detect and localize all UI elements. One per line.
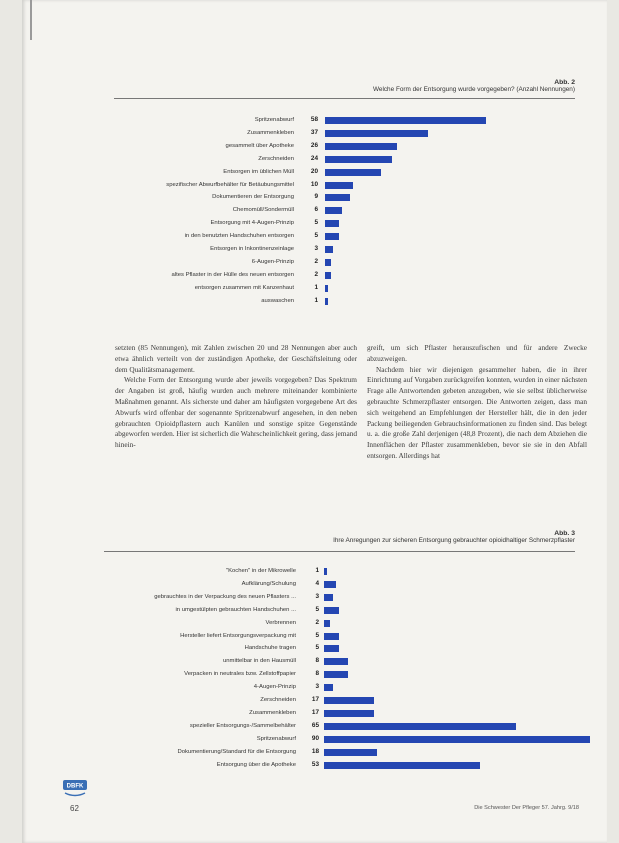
bar-value: 3 [314, 245, 318, 252]
bar-label: spezifischer Abwurfbehälter für Betäubungsmittel [166, 181, 294, 188]
magazine-page [22, 0, 607, 843]
bar-row [22, 682, 607, 692]
bar-row [22, 618, 607, 628]
bar-label: Verbrennen [265, 619, 296, 626]
bar [324, 568, 327, 575]
logo-text: DBFK [66, 783, 84, 790]
bar-label: 6-Augen-Prinzip [251, 258, 294, 265]
bar-label: Dokumentierung/Standard für die Entsorgung [177, 748, 296, 755]
bar-row [22, 270, 607, 280]
bar-row [22, 218, 607, 228]
bar [324, 633, 339, 640]
bar-row [22, 154, 607, 164]
bar-row [22, 257, 607, 267]
fig3-chart [22, 566, 607, 776]
bar-value: 2 [314, 257, 318, 265]
bar [325, 169, 381, 176]
bar-row [22, 656, 607, 666]
bar-label: entsorgen zusammen mit Kanzenhaut [194, 284, 294, 291]
bar-row [22, 566, 607, 576]
bar [325, 259, 331, 266]
bar-value: 53 [311, 760, 319, 768]
bar-row [22, 205, 607, 215]
bar-label: in den benutzten Handschuhen entsorgen [184, 233, 294, 240]
bar-label: unmittelbar in den Hausmüll [222, 658, 296, 665]
journal-footer: Die Schwester Der Pfleger 57. Jahrg. 9/18 [474, 805, 579, 811]
bar-value: 20 [310, 167, 318, 175]
bar-value: 10 [310, 180, 318, 188]
bar-value: 1 [315, 567, 319, 574]
bar-label: Entsorgen im üblichen Müll [223, 168, 294, 175]
bar-row [22, 708, 607, 718]
bar [324, 684, 333, 691]
bar [325, 143, 397, 150]
bar [324, 697, 374, 704]
bar-value: 18 [311, 747, 319, 755]
bar-value: 5 [315, 605, 319, 613]
bar [324, 645, 339, 652]
bar [324, 620, 330, 627]
bar-value: 26 [310, 141, 318, 149]
bar-label: Entsorgung über die Apotheke [216, 761, 296, 768]
bar-label: Spritzenabwurf [254, 117, 294, 123]
bar-label: Aufklärung/Schulung [241, 580, 296, 587]
bar-label: Entsorgung mit 4-Augen-Prinzip [210, 220, 294, 227]
fig3-header [333, 530, 575, 544]
fig3-rule [104, 551, 575, 552]
bar-value: 3 [315, 683, 319, 691]
bar [324, 658, 348, 665]
bar [325, 182, 353, 189]
paragraph: setzten (85 Nennungen), mit Zahlen zwischen 20 und 28 Nennungen aber auch etwa ähnlich verteilt von der zuständigen Apotheke, der Geschäftsleitung oder dem Qualitätsmanagement. [115, 343, 357, 374]
bar [324, 749, 377, 756]
bar-label: gebrauchtes in der Verpackung des neuen Pflasters ... [154, 593, 296, 600]
bar-value: 65 [311, 721, 319, 729]
bar-value: 24 [310, 154, 318, 162]
bar [324, 710, 374, 717]
bar-value: 17 [311, 708, 319, 716]
bar-label: "Kochen" in der Mikrowelle [226, 568, 296, 574]
bar-value: 1 [314, 296, 318, 304]
bar [324, 594, 333, 601]
bar [325, 130, 428, 137]
fig3-title: Ihre Anregungen zur sicheren Entsorgung gebrauchter opioidhaltiger Schmerzpflaster [333, 537, 575, 544]
bar-row [22, 734, 607, 744]
paragraph: greift, um sich Pflaster herauszufischen und für andere Zwecke abzuzweigen. [367, 343, 587, 363]
bar-row [22, 296, 607, 306]
bar-value: 5 [314, 232, 318, 240]
bar-row [22, 592, 607, 602]
fig2-abb: Abb. 2 [554, 79, 575, 86]
bar-value: 2 [314, 270, 318, 278]
bar [325, 117, 486, 124]
bar-value: 8 [315, 657, 319, 665]
bar-row [22, 747, 607, 757]
bar [325, 194, 350, 201]
text-column-right [367, 343, 587, 462]
bar-row [22, 115, 607, 125]
bar-label: spezieller Entsorgungs-/Sammelbehälter [189, 722, 296, 729]
bar-row [22, 643, 607, 653]
bar-label: Zerschneiden [258, 155, 294, 162]
bar [325, 285, 328, 292]
bar [325, 272, 331, 279]
bar [325, 298, 328, 305]
bar-row [22, 141, 607, 151]
bar-value: 5 [315, 631, 319, 639]
bar-value: 5 [315, 644, 319, 652]
bar-row [22, 192, 607, 202]
bar-label: Handschuhe tragen [244, 645, 296, 652]
bar-label: Chemomüll/Sondermüll [232, 207, 294, 214]
bar-label: gesammelt über Apotheke [225, 142, 294, 149]
bar [324, 762, 480, 769]
bar-label: Spritzenabwurf [256, 735, 296, 742]
bar-label: 4-Augen-Prinzip [253, 684, 296, 691]
fig3-abb: Abb. 3 [554, 530, 575, 537]
paragraph: Welche Form der Entsorgung wurde aber jeweils vorgegeben? Das Spektrum der Angaben ist groß, häufig wurden auch mehrere miteinander kombinierte Maßnahmen genannt. Als sicherste und daher am häufigsten vorgegebene Art des Abwurfs wird offenbar der sogenannte Spritzenabwurf angesehen, in den neben gebrauchten Opioidpflastern auch Kanülen und sonstige spitze Gegenstände abgeworfen werden. Hier ist sicherlich die Wahrscheinlichkeit gering, dass jemand hinein- [115, 375, 357, 450]
bar [325, 207, 342, 214]
fig2-chart [22, 115, 607, 305]
fig2-rule [114, 98, 575, 99]
bar [325, 233, 339, 240]
bar-row [22, 244, 607, 254]
bar-value: 3 [315, 592, 319, 600]
bar-label: altes Pflaster in der Hülle des neuen entsorgen [171, 271, 294, 278]
bar-row [22, 605, 607, 615]
bar [324, 671, 348, 678]
bar-value: 37 [310, 128, 318, 136]
bar-value: 2 [315, 618, 319, 626]
bar-row [22, 579, 607, 589]
bar-label: Verpacken in neutrales bzw. Zellstoffpapier [184, 671, 296, 678]
bar-label: Zusammenkleben [249, 709, 296, 716]
association-logo-icon [62, 779, 88, 797]
page-number: 62 [70, 804, 79, 813]
bar-value: 8 [315, 670, 319, 678]
bar-label: Entsorgen in Inkontinenzeinlage [210, 246, 294, 252]
text-column-left [115, 343, 357, 451]
bar-row [22, 231, 607, 241]
bar [325, 246, 333, 253]
bar-label: Zerschneiden [260, 697, 296, 703]
bar-row [22, 631, 607, 641]
bar-value: 6 [314, 206, 318, 214]
bar-label: Zusammenkleben [247, 129, 294, 136]
fig2-title: Welche Form der Entsorgung wurde vorgegeben? (Anzahl Nennungen) [372, 86, 575, 93]
bar-row [22, 695, 607, 705]
fig2-header [373, 79, 575, 93]
bar [324, 723, 516, 730]
bar-label: Hersteller liefert Entsorgungsverpackung mit [180, 632, 296, 639]
bar-row [22, 180, 607, 190]
bar-row [22, 760, 607, 770]
bar-value: 90 [311, 734, 319, 742]
bar-row [22, 721, 607, 731]
bar-value: 17 [311, 696, 319, 703]
bar [324, 607, 339, 614]
bar-label: in umgestülpten gebrauchten Handschuhen ... [175, 606, 296, 613]
bar [325, 156, 392, 163]
bar-row [22, 283, 607, 293]
bar [324, 581, 336, 588]
bar-label: Dokumentieren der Entsorgung [212, 194, 294, 201]
bar-row [22, 167, 607, 177]
bar-row [22, 128, 607, 138]
bar [324, 736, 590, 743]
binder-line [30, 0, 32, 40]
bar-value: 9 [314, 193, 318, 201]
bar-label: auswaschen [261, 297, 294, 304]
bar-value: 1 [314, 283, 318, 291]
bar-value: 5 [314, 219, 318, 227]
bar-value: 58 [310, 116, 318, 123]
bar [325, 220, 339, 227]
paragraph: Nachdem hier wir diejenigen gesammelter haben, die in ihrer Einrichtung auf Vorgaben zurückgreifen konnten, wurden in einer nächsten Frage alle Antwortenden gebeten anzugeben, wie sie selbst üblicherweise gebrauchte Schmerzpflaster entsorgen. Die Antworten zeigen, dass man sich weitgehend an Empfehlungen der Hersteller hält, die in den jeder Packung beiliegenden Gebrauchsinformationen zu finden sind. Das belegt u. a. die große Zahl derjenigen (48,8 Prozent), die nach dem Abziehen die Innenflächen der Pflaster zusammenkleben, bevor sie sie in den Abfall entsorgen. Allerdings hat [367, 364, 587, 460]
bar-value: 4 [315, 579, 319, 587]
bar-row [22, 669, 607, 679]
